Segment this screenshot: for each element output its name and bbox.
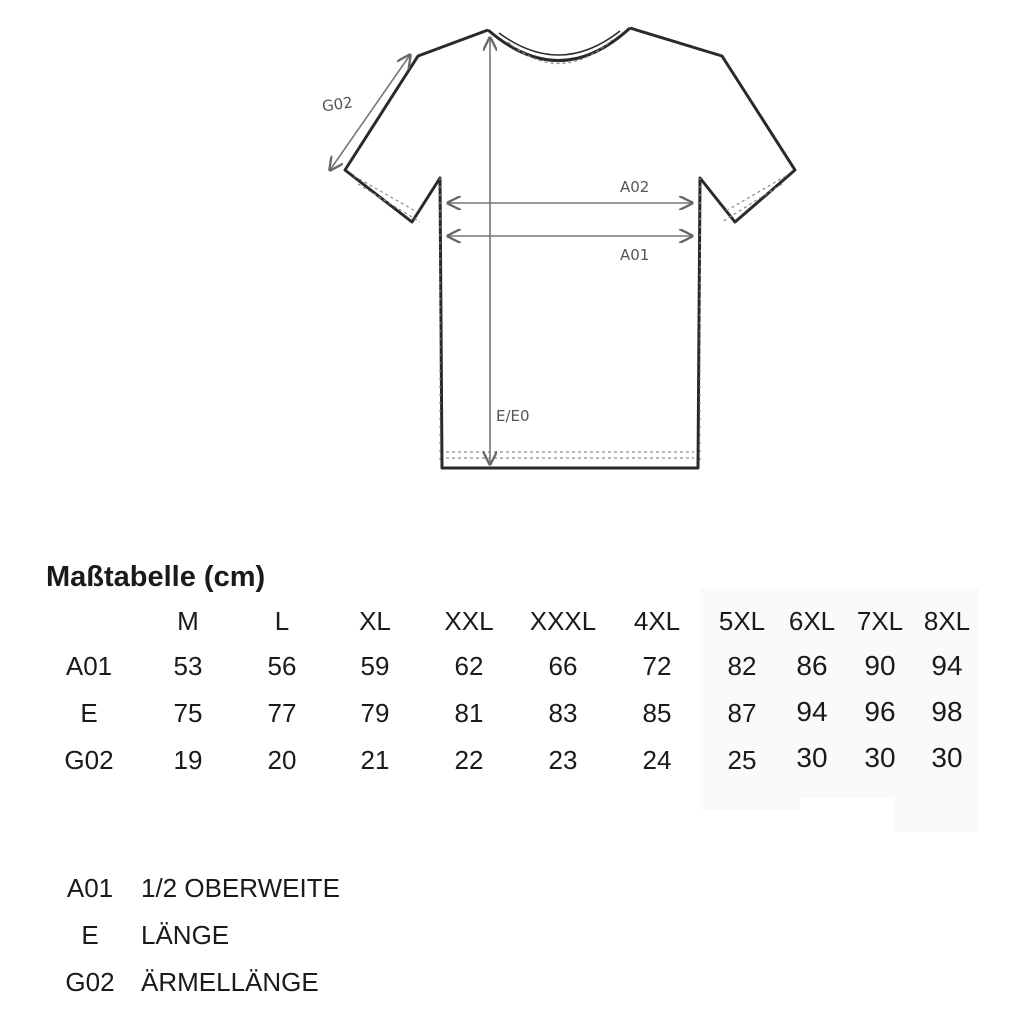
label-a02: A02 [620,178,650,196]
cell-e-xl: 79 [360,698,390,728]
tshirt-stitching [354,40,786,460]
legend-text-g02: ÄRMELLÄNGE [141,967,319,997]
size-header-xl: XL [359,606,391,636]
label-a01: A01 [620,246,650,264]
cell-a01-5xl: 82 [727,651,757,681]
row-label-g02: G02 [64,745,114,775]
cell-e-6xl: 94 [796,696,828,727]
size-header-6xl: 6XL [788,606,836,636]
cell-g02-6xl: 30 [796,742,828,773]
cell-g02-7xl: 30 [864,742,896,773]
legend-text-a01: 1/2 OBERWEITE [141,873,340,903]
size-header-8xl: 8XL [923,606,971,636]
size-header-m: M [177,606,199,636]
cell-g02-xxxl: 23 [548,745,578,775]
cell-e-l: 77 [267,698,297,728]
cell-g02-4xl: 24 [642,745,672,775]
size-header-xxxl: XXXL [529,606,597,636]
cell-e-xxxl: 83 [548,698,578,728]
row-label-a01: A01 [65,651,113,681]
cell-g02-l: 20 [267,745,297,775]
size-header-7xl: 7XL [856,606,904,636]
cell-a01-l: 56 [267,651,297,681]
cell-g02-xxl: 22 [454,745,484,775]
cell-g02-5xl: 25 [727,745,757,775]
cell-g02-8xl: 30 [931,742,963,773]
legend-code-e: E [81,920,99,950]
table-title: Maßtabelle (cm) [46,561,266,593]
cell-a01-6xl: 86 [796,650,828,681]
size-header-5xl: 5XL [718,606,766,636]
row-label-e: E [80,698,98,728]
cell-a01-xxl: 62 [454,651,484,681]
cell-e-8xl: 98 [931,696,963,727]
cell-e-m: 75 [173,698,203,728]
cell-g02-m: 19 [173,745,203,775]
size-header-4xl: 4XL [633,606,681,636]
cell-a01-4xl: 72 [642,651,672,681]
cell-a01-8xl: 94 [931,650,963,681]
cell-g02-xl: 21 [360,745,390,775]
label-e: E/E0 [496,407,530,425]
cell-e-4xl: 85 [642,698,672,728]
cell-a01-m: 53 [173,651,203,681]
cell-e-5xl: 87 [727,698,757,728]
cell-a01-xxxl: 66 [548,651,578,681]
cell-e-xxl: 81 [454,698,484,728]
legend-code-a01: A01 [66,873,114,903]
size-header-l: L [274,606,290,636]
cell-a01-7xl: 90 [864,650,896,681]
legend-code-g02: G02 [65,967,115,997]
cell-a01-xl: 59 [360,651,390,681]
tshirt-outline [345,28,795,468]
size-header-xxl: XXL [444,606,494,636]
legend-text-e: LÄNGE [141,920,230,950]
label-g02: G02 [320,93,354,116]
cell-e-7xl: 96 [864,696,896,727]
